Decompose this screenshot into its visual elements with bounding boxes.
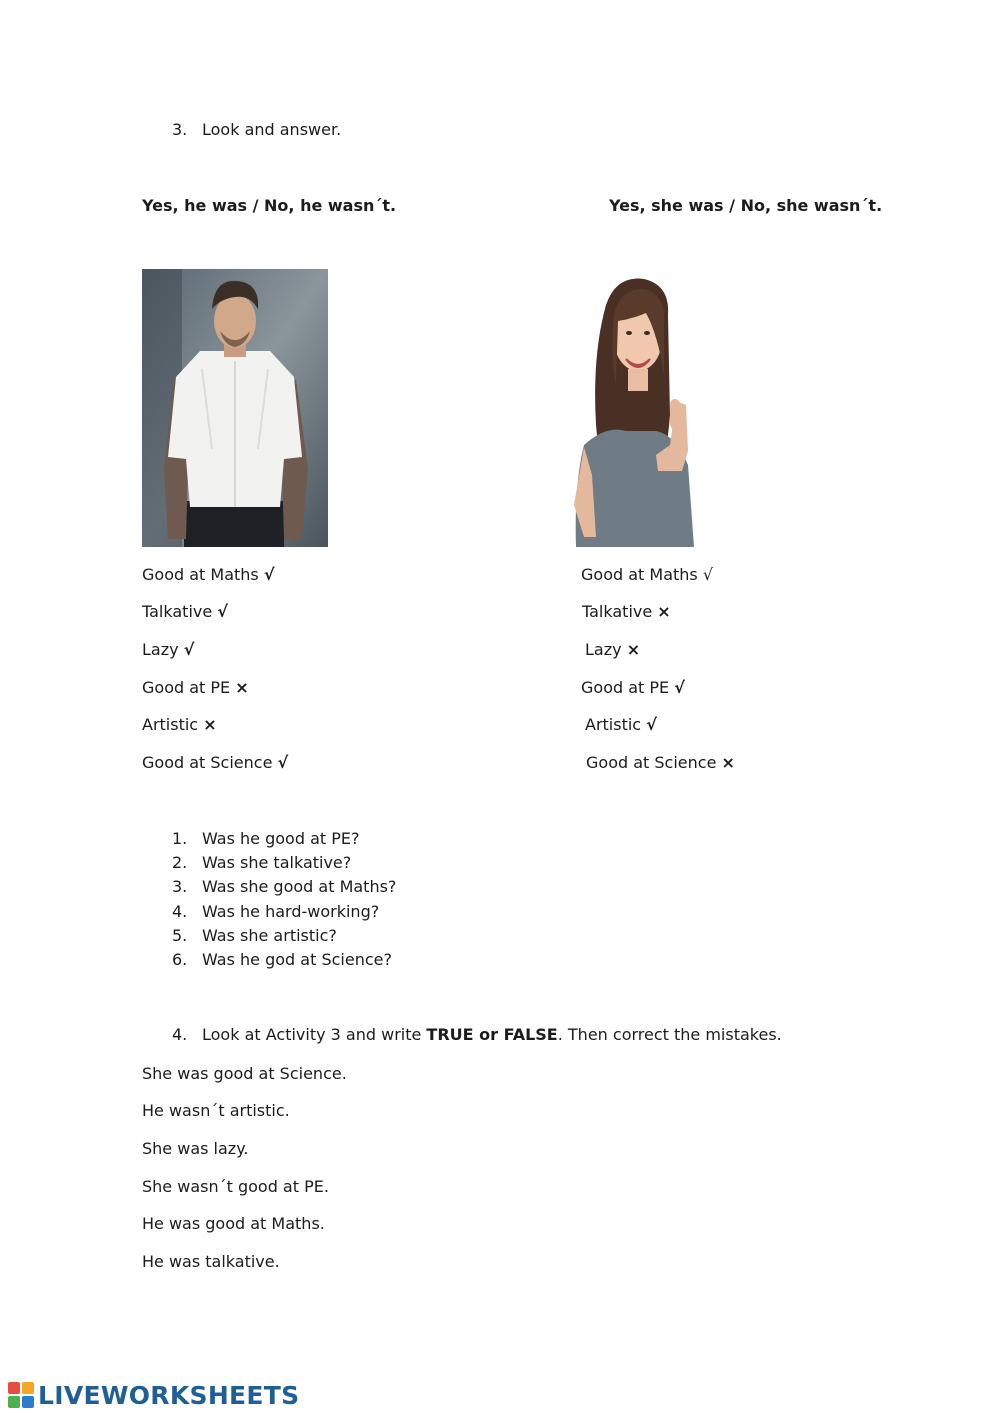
trait-label: Lazy bbox=[585, 640, 622, 659]
man-photo bbox=[142, 269, 328, 547]
question-number: 6. bbox=[172, 950, 188, 969]
question-number: 3. bbox=[172, 877, 188, 896]
man-trait bbox=[142, 678, 249, 697]
trait-mark: × bbox=[235, 678, 249, 697]
question-item bbox=[172, 950, 392, 969]
woman-trait bbox=[585, 715, 657, 734]
trait-label: Talkative bbox=[142, 602, 213, 621]
trait-label: Good at PE bbox=[581, 678, 670, 697]
activity-4-number: 4. bbox=[172, 1025, 188, 1044]
activity-4-heading bbox=[172, 1025, 782, 1044]
man-trait bbox=[142, 753, 288, 772]
trait-mark: × bbox=[721, 753, 735, 772]
trait-mark: √ bbox=[674, 678, 685, 697]
logo-text: LIVEWORKSHEETS bbox=[38, 1380, 300, 1410]
woman-trait bbox=[581, 678, 685, 697]
trait-label: Artistic bbox=[142, 715, 199, 734]
woman-trait bbox=[586, 753, 735, 772]
question-text: Was she talkative? bbox=[202, 853, 352, 872]
activity-4-instruction-emphasis: TRUE or FALSE bbox=[426, 1025, 558, 1044]
trait-mark: √ bbox=[702, 565, 714, 584]
statement: He was talkative. bbox=[142, 1252, 280, 1271]
liveworksheets-logo-icon bbox=[8, 1382, 34, 1408]
trait-mark: √ bbox=[646, 715, 657, 734]
woman-trait bbox=[582, 602, 671, 621]
answer-pattern-he: Yes, he was / No, he wasn´t. bbox=[142, 196, 397, 215]
activity-4-instruction-start: Look at Activity 3 and write bbox=[202, 1025, 427, 1044]
question-text: Was she good at Maths? bbox=[202, 877, 397, 896]
trait-label: Good at Maths bbox=[142, 565, 259, 584]
man-trait bbox=[142, 565, 275, 584]
trait-mark: √ bbox=[277, 753, 289, 772]
trait-label: Artistic bbox=[585, 715, 642, 734]
activity-3-heading bbox=[172, 120, 341, 139]
trait-label: Good at PE bbox=[142, 678, 231, 697]
man-trait bbox=[142, 640, 194, 659]
question-text: Was he hard-working? bbox=[202, 902, 380, 921]
trait-mark: × bbox=[203, 715, 217, 734]
trait-mark: × bbox=[626, 640, 641, 659]
question-item bbox=[172, 877, 396, 896]
woman-trait bbox=[581, 565, 713, 584]
trait-mark: √ bbox=[183, 640, 195, 659]
liveworksheets-logo[interactable] bbox=[8, 1380, 299, 1410]
man-trait bbox=[142, 715, 217, 734]
man-trait bbox=[142, 602, 228, 621]
question-item bbox=[172, 853, 351, 872]
question-item bbox=[172, 902, 379, 921]
trait-label: Good at Maths bbox=[581, 565, 698, 584]
activity-4-instruction-end: . Then correct the mistakes. bbox=[557, 1025, 782, 1044]
activity-3-instruction: Look and answer. bbox=[202, 120, 342, 139]
question-text: Was he god at Science? bbox=[202, 950, 392, 969]
question-item bbox=[172, 829, 359, 848]
trait-label: Lazy bbox=[142, 640, 179, 659]
question-item bbox=[172, 926, 337, 945]
statement: She wasn´t good at PE. bbox=[142, 1177, 329, 1196]
statement: He was good at Maths. bbox=[142, 1214, 325, 1233]
woman-photo bbox=[566, 275, 711, 547]
question-number: 4. bbox=[172, 902, 188, 921]
trait-label: Good at Science bbox=[586, 753, 717, 772]
question-text: Was he good at PE? bbox=[202, 829, 360, 848]
question-number: 2. bbox=[172, 853, 188, 872]
woman-trait bbox=[585, 640, 640, 659]
trait-mark: √ bbox=[217, 602, 228, 621]
trait-mark: √ bbox=[263, 565, 275, 584]
statement: He wasn´t artistic. bbox=[142, 1101, 290, 1120]
trait-mark: × bbox=[657, 602, 671, 621]
trait-label: Talkative bbox=[582, 602, 653, 621]
activity-3-number: 3. bbox=[172, 120, 188, 139]
question-text: Was she artistic? bbox=[202, 926, 337, 945]
question-number: 5. bbox=[172, 926, 188, 945]
statement: She was good at Science. bbox=[142, 1064, 347, 1083]
answer-pattern-she: Yes, she was / No, she wasn´t. bbox=[609, 196, 883, 215]
statement: She was lazy. bbox=[142, 1139, 249, 1158]
question-number: 1. bbox=[172, 829, 188, 848]
trait-label: Good at Science bbox=[142, 753, 273, 772]
